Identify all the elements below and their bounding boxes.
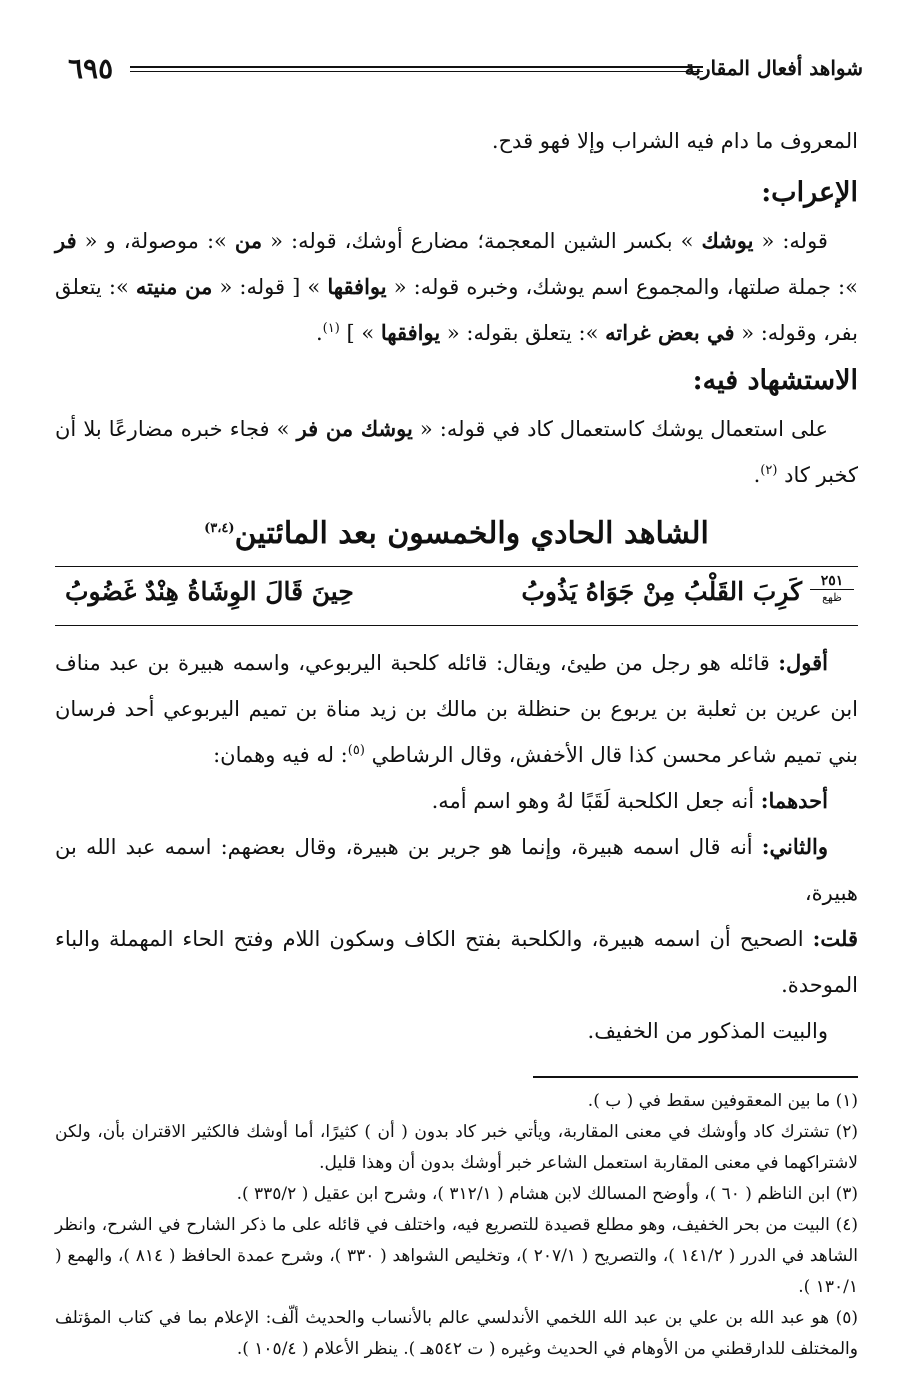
verse-source: ظهع — [822, 591, 842, 604]
quoted-word: يوافقها — [327, 274, 387, 299]
qultu-paragraph: قلت: الصحيح أن اسمه هبيرة، والكلحبة بفتح الكاف وسكون اللام وفتح الحاء المهملة والباء الموحدة. — [55, 926, 858, 997]
quoted-phrase: يوشك من فر — [296, 416, 413, 441]
heading-irab: الإعراب: — [761, 177, 858, 208]
aqulu-paragraph: أقول: قائله هو رجل من طيئ، ويقال: قائله كلحبة اليربوعي، واسمه هبيرة بن عبد مناف ابن عرين بن ثعلبة بن يربوع بن حنظلة بن مالك بن زيد مناة بن تميم اليربوعي أحد فرسان بني تميم شاعر محسن كذا قال الأخفش، وقال الرشاطي $^{(٥)}$: له فيه وهمان: — [55, 650, 858, 767]
verse-box — [55, 566, 858, 626]
header-rule-thin — [130, 71, 703, 72]
running-title: شواهد أفعال المقاربة — [684, 56, 863, 80]
witness-title: الشاهد الحادي والخمسون بعد المائتين$^{(٣،٤)}$ — [204, 516, 709, 551]
verse-first-hemistich: كَرِبَ القَلْبُ مِنْ جَوَاهُ يَذُوبُ — [521, 577, 802, 606]
verse-second-hemistich: حِينَ قَالَ الوِشَاةُ هِنْدٌ غَضُوبُ — [65, 577, 354, 606]
first-illusion: أحدهما: أنه جعل الكلحبة لَقَبًا لهُ وهو اسم أمه. — [431, 788, 828, 813]
quoted-word: من منيته — [135, 274, 213, 299]
second-illusion: والثاني: أنه قال اسمه هبيرة، وإنما هو جرير بن هبيرة، وقال بعضهم: اسمه عبد الله بن هبيرة، — [55, 834, 858, 905]
quoted-word: فر — [55, 228, 77, 253]
footnote-ref: (٢) — [760, 463, 778, 478]
footnote: (٥) هو عبد الله بن علي بن عبد الله اللخمي الأندلسي عالم بالأنساب والحديث ألّف: الإعلام بما في كتاب المؤتلف والمختلف للدارقطني من الأوهام في الحديث وغيره ( ت ٥٤٢هـ ). ينظر الأعلام ( ١٠٥/٤ ). — [55, 1308, 858, 1359]
quoted-word: من — [234, 228, 263, 253]
page-header — [60, 52, 863, 92]
footnote: (٣) ابن الناظم ( ٦٠ )، وأوضح المسالك لابن هشام ( ٣١٢/١ )، وشرح ابن عقيل ( ٣٣٥/٢ ). — [236, 1184, 858, 1204]
footnote-separator — [533, 1076, 858, 1078]
page-body — [55, 118, 858, 1365]
istishhad-paragraph: على استعمال يوشك كاستعمال كاد في قوله: « يوشك من فر » فجاء خبره مضارعًا بلا أن كخبر كاد $^{(٢)}$. — [55, 416, 858, 487]
header-rule — [130, 66, 703, 68]
page-number: ٦٩٥ — [68, 52, 114, 85]
footnotes — [55, 1086, 858, 1365]
footnote: (٢) تشترك كاد وأوشك في معنى المقاربة، ويأتي خبر كاد بدون ( أن ) كثيرًا، أما أوشك فالكثير الاقتران بأن، ولكن لاشتراكهما في معنى المقاربة استعمل الشاعر خبر أوشك بدون أن وهذا قليل. — [55, 1122, 858, 1173]
heading-istishhad: الاستشهاد فيه: — [692, 365, 858, 396]
opening-line: المعروف ما دام فيه الشراب وإلا فهو قدح. — [491, 129, 858, 153]
quoted-word: يوافقها — [380, 320, 441, 345]
verse-number: ٢٥١ ظهع — [810, 573, 854, 606]
footnote-ref: (٣،٤) — [204, 521, 235, 536]
footnote: (٤) البيت من بحر الخفيف، وهو مطلع قصيدة للتصريع فيه، واختلف في قائله على ما ذكر الشارح في الشرح، وانظر الشاهد في الدرر ( ١٤١/٢ )، والتصريح ( ٢٠٧/١ )، وتخليص الشواهد ( ٣٣٠ )، وشرح عمدة الحافظ ( ٨١٤ )، والهمع ( ١٣٠/١ ). — [55, 1215, 859, 1297]
irab-paragraph: قوله: « يوشك » بكسر الشين المعجمة؛ مضارع أوشك، قوله: « من »: موصولة، و « فر »: جملة صلتها، والمجموع اسم يوشك، وخبره قوله: « يوافقها » [ قوله: « من منيته »: يتعلق بفر، وقوله: « في بعض غراته »: يتعلق بقوله: « يوافقها » ] $^{(١)}$. — [55, 228, 858, 345]
quoted-word: في بعض غراته — [605, 320, 735, 345]
meter-line: والبيت المذكور من الخفيف. — [587, 1019, 828, 1043]
footnote-ref: (٥) — [347, 743, 365, 758]
quoted-word: يوشك — [701, 228, 754, 253]
footnote: (١) ما بين المعقوفين سقط في ( ب ). — [587, 1091, 858, 1111]
footnote-ref: (١) — [322, 321, 340, 336]
